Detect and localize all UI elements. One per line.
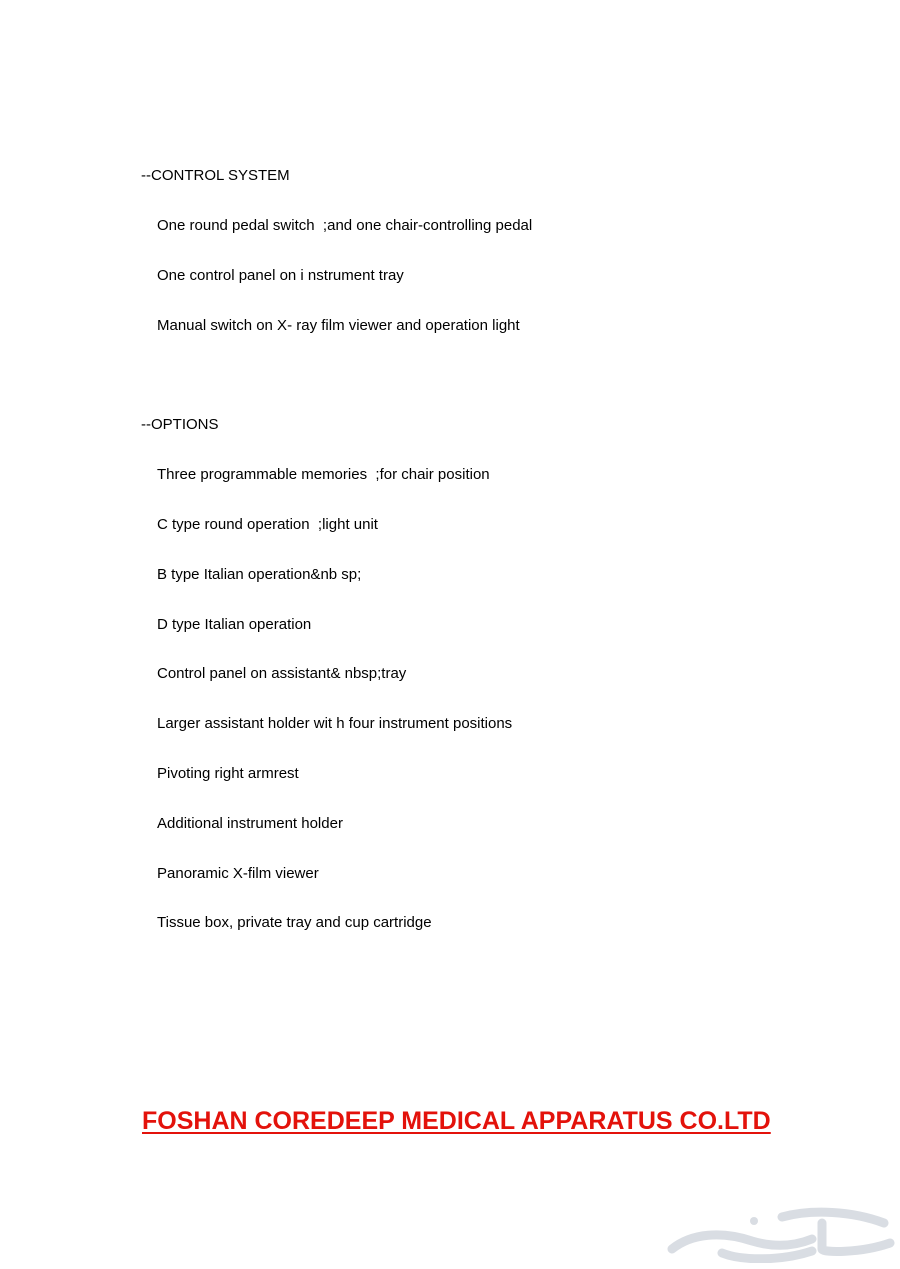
option-item: D type Italian operation <box>157 616 312 633</box>
option-item: Additional instrument holder <box>157 815 343 832</box>
option-item: Panoramic X-film viewer <box>157 865 319 882</box>
option-item: B type Italian operation&nb sp; <box>157 566 362 583</box>
control-system-heading: --CONTROL SYSTEM <box>141 167 290 184</box>
haraj-watermark-logo <box>662 1203 898 1263</box>
control-system-item: One control panel on i nstrument tray <box>157 267 404 284</box>
option-item: Three programmable memories ;for chair position <box>157 466 490 483</box>
control-system-item: One round pedal switch ;and one chair-controlling pedal <box>157 217 533 234</box>
option-item: Pivoting right armrest <box>157 765 299 782</box>
option-item: Control panel on assistant& nbsp;tray <box>157 665 407 682</box>
control-system-item: Manual switch on X- ray film viewer and operation light <box>157 317 520 334</box>
option-item: C type round operation ;light unit <box>157 516 378 533</box>
company-name: FOSHAN COREDEEP MEDICAL APPARATUS CO.LTD <box>142 1107 771 1135</box>
option-item: Tissue box, private tray and cup cartridge <box>157 914 432 931</box>
options-heading: --OPTIONS <box>141 416 219 433</box>
option-item: Larger assistant holder wit h four instrument positions <box>157 715 513 732</box>
